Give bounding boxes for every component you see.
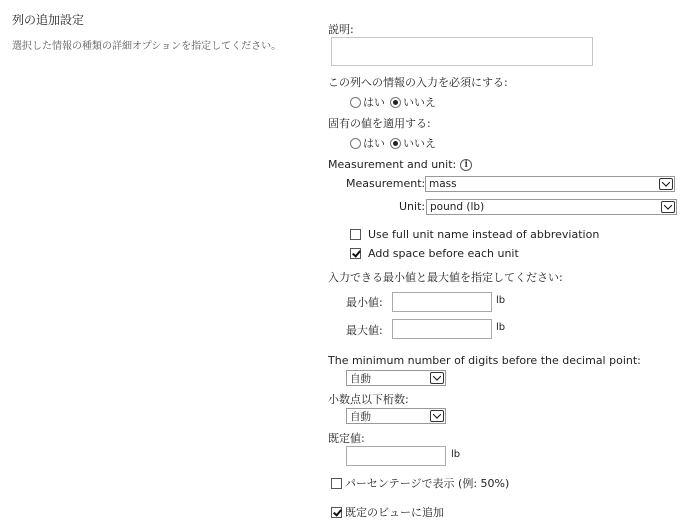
unique-radio-group: [350, 135, 436, 151]
measurement-unit-label: Measurement and unit:: [328, 158, 457, 171]
section-description: 選択した情報の種類の詳細オプションを指定してください。: [12, 41, 282, 52]
unique-yes-label: はい: [363, 137, 385, 150]
decimals-select-value: 自動: [350, 410, 371, 423]
required-yes-radio[interactable]: [350, 97, 361, 108]
unit-select-value: pound (lb): [430, 201, 485, 213]
max-input[interactable]: [392, 319, 492, 339]
info-icon[interactable]: i: [460, 159, 472, 171]
decimals-label: 小数点以下桁数:: [328, 393, 409, 406]
required-label: この列への情報の入力を必須にする:: [328, 76, 508, 89]
full-name-option: [350, 228, 599, 241]
full-name-checkbox[interactable]: [350, 229, 361, 240]
percentage-label: パーセンテージで表示 (例: 50%): [345, 477, 510, 490]
chevron-down-icon: [430, 410, 444, 422]
min-input[interactable]: [392, 292, 492, 312]
unique-no-radio[interactable]: [390, 138, 401, 149]
add-to-default-view-option: [331, 504, 444, 520]
min-digits-label: The minimum number of digits before the decimal point:: [328, 354, 641, 367]
add-to-default-view-label: 既定のビューに追加: [345, 506, 444, 519]
unit-label: Unit:: [399, 200, 426, 213]
range-label: 入力できる最小値と最大値を指定してください:: [328, 271, 563, 284]
chevron-down-icon: [661, 201, 675, 213]
max-unit: lb: [496, 322, 506, 333]
max-label: 最大値:: [346, 324, 383, 337]
required-yes-label: はい: [363, 96, 385, 109]
min-label: 最小値:: [346, 296, 383, 309]
unique-no-label: いいえ: [403, 137, 436, 150]
add-to-default-view-checkbox[interactable]: [331, 507, 342, 518]
unique-yes-radio[interactable]: [350, 138, 361, 149]
required-no-radio[interactable]: [390, 97, 401, 108]
unit-select[interactable]: [426, 199, 677, 215]
measurement-select[interactable]: [425, 176, 675, 192]
space-checkbox[interactable]: [350, 248, 361, 259]
measurement-label: Measurement:: [346, 177, 426, 190]
decimals-select[interactable]: [346, 408, 446, 424]
min-digits-select[interactable]: [346, 370, 446, 386]
percentage-checkbox[interactable]: [331, 478, 342, 489]
min-unit: lb: [496, 295, 506, 306]
default-value-label: 既定値:: [328, 432, 365, 445]
chevron-down-icon: [659, 178, 673, 190]
default-value-input[interactable]: [346, 446, 446, 466]
chevron-down-icon: [430, 372, 444, 384]
unique-label: 固有の値を適用する:: [328, 117, 431, 130]
required-radio-group: [350, 94, 436, 110]
description-textarea[interactable]: [331, 37, 593, 66]
section-title: 列の追加設定: [12, 13, 85, 27]
space-label: Add space before each unit: [368, 247, 519, 260]
percentage-option: [331, 475, 509, 491]
measurement-unit-header: [328, 158, 472, 171]
required-no-label: いいえ: [403, 96, 436, 109]
min-digits-select-value: 自動: [350, 372, 371, 385]
measurement-select-value: mass: [429, 178, 457, 190]
default-value-unit: lb: [451, 449, 461, 460]
space-option: [350, 247, 519, 260]
full-name-label: Use full unit name instead of abbreviation: [368, 228, 600, 241]
description-label: 説明:: [328, 23, 354, 36]
